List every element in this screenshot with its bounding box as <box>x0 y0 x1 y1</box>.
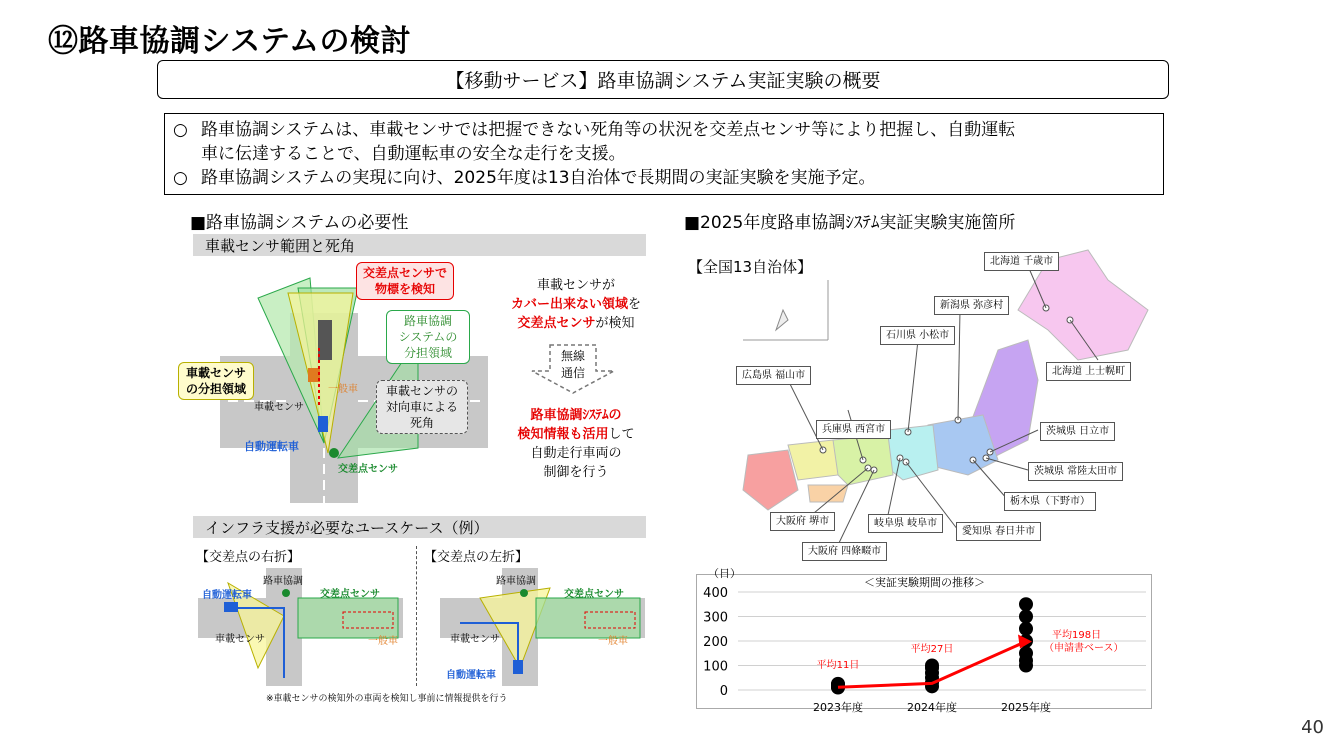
label-auto-car: 自動運転車 <box>244 440 299 453</box>
use-case-note: ※車載センサの検知外の車両を検知し事前に情報提供を行う <box>266 694 508 704</box>
left-case-general: 一般車 <box>598 636 628 647</box>
case-right-turn: 【交差点の右折】 <box>196 550 301 565</box>
right-case-onboard: 車載センサ <box>215 634 265 645</box>
page-number: 40 <box>1301 717 1324 738</box>
region-shikoku <box>808 485 848 502</box>
data-point <box>925 659 939 673</box>
callout-share-3: 分担領域 <box>403 346 452 360</box>
wireless-2: 通信 <box>560 366 585 380</box>
y-tick-label: 100 <box>703 659 728 675</box>
right-case-cross: 交差点センサ <box>320 589 380 600</box>
subtitle-text: 【移動サービス】路車協調システム実証実験の概要 <box>445 70 881 92</box>
mid-line-4: 路車協調ｼｽﾃﾑの <box>530 408 622 423</box>
callout-share-1: 路車協調 <box>403 314 452 328</box>
left-heading: ■路車協調システムの必要性 <box>190 213 409 233</box>
explain-text-bottom <box>486 406 666 482</box>
callout-blind-2: 対向車による <box>385 400 458 414</box>
y-tick-label: 200 <box>703 635 728 650</box>
data-point <box>831 677 845 691</box>
auto-car-icon <box>318 416 328 432</box>
muni-kamishihoro: 北海道 上士幌町 <box>1046 362 1131 381</box>
explain-text-top <box>486 276 666 333</box>
summary-row-2 <box>173 166 1155 190</box>
x-tick-label: 2025年度 <box>1001 701 1051 714</box>
mid-line-2: カバー出来ない領域 <box>510 297 628 312</box>
summary-line-1 <box>201 118 1015 166</box>
summary-line-1a: 路車協調システムは、車載センサでは把握できない死角等の状況を交差点センサ等により把握し、自動運転 <box>201 120 1016 140</box>
average-label: 平均11日 <box>816 660 860 671</box>
left-case-cross: 交差点センサ <box>564 589 624 600</box>
page-title: ⑫路車協調システムの検討 <box>48 24 411 59</box>
data-point <box>1019 610 1033 624</box>
case-divider <box>416 546 417 686</box>
band-use-cases: インフラ支援が必要なユースケース（例） <box>193 516 646 538</box>
chart-title: ＜実証実験期間の推移＞ <box>864 576 985 589</box>
callout-cross-1: 交差点センサで <box>362 266 447 280</box>
mid-line-3b: が検知 <box>595 316 635 331</box>
band-sensor-range: 車載センサ範囲と死角 <box>193 234 646 256</box>
summary-line-2: 路車協調システムの実現に向け、2025年度は13自治体で長期間の実証実験を実施予定。 <box>201 168 876 188</box>
muni-sakai: 大阪府 堺市 <box>770 512 835 531</box>
cross-sensor-dot <box>329 448 339 458</box>
muni-gifu: 岐阜県 岐阜市 <box>868 514 943 533</box>
summary-box <box>164 113 1164 195</box>
callout-vehicle-1: 車載センサ <box>185 366 246 380</box>
muni-chitose: 北海道 千歳市 <box>984 252 1059 271</box>
region-chugoku <box>788 440 838 480</box>
x-tick-label: 2023年度 <box>813 701 863 714</box>
callout-share-area <box>386 310 470 364</box>
average-label: 平均27日 <box>910 644 954 655</box>
mid-line-2b: を <box>628 297 642 312</box>
duration-chart <box>696 580 1156 716</box>
region-kyushu <box>743 450 798 510</box>
summary-line-1b: 車に伝達することで、自動運転車の安全な走行を支援。 <box>201 144 626 164</box>
mid-line-3: 交差点センサ <box>517 316 596 331</box>
island-okinawa <box>776 310 788 330</box>
average-label: 平均198日 <box>1052 630 1102 641</box>
left-case-auto: 自動運転車 <box>446 670 496 681</box>
mid-line-7: 制御を行う <box>543 465 609 480</box>
right-heading: ■2025年度路車協調ｼｽﾃﾑ実証実験実施箇所 <box>684 213 1016 233</box>
label-onboard-sensor: 車載センサ <box>254 402 304 413</box>
label-general-car: 一般車 <box>328 384 358 395</box>
mid-line-5b: して <box>608 427 635 442</box>
summary-row-1 <box>173 118 1155 166</box>
callout-vehicle-2: の分担領域 <box>185 382 246 396</box>
data-point <box>1019 622 1033 636</box>
case-left-turn: 【交差点の左折】 <box>424 550 529 565</box>
mid-line-1: 車載センサが <box>536 278 615 293</box>
callout-cross-2: 物標を検知 <box>374 282 435 296</box>
muni-shijonawate: 大阪府 四條畷市 <box>802 542 887 561</box>
right-case-general: 一般車 <box>368 636 398 647</box>
callout-cross-sensor <box>356 262 454 300</box>
right-case-auto: 自動運転車 <box>202 590 252 601</box>
map-caption: 【全国13自治体】 <box>688 258 813 276</box>
callout-blind-spot <box>376 380 468 434</box>
data-point <box>1019 597 1033 611</box>
left-case-onboard: 車載センサ <box>450 634 500 645</box>
oncoming-vehicle <box>318 320 332 360</box>
muni-hitachi: 茨城県 日立市 <box>1040 422 1115 441</box>
x-tick-label: 2024年度 <box>907 701 957 714</box>
bullet-mark: ○ <box>173 120 188 140</box>
callout-blind-3: 死角 <box>409 416 434 430</box>
callout-share-2: システムの <box>398 330 458 344</box>
bullet-mark: ○ <box>173 168 188 188</box>
muni-hitachiota: 茨城県 常陸太田市 <box>1028 462 1123 481</box>
subtitle-box <box>157 60 1169 99</box>
mid-line-5: 検知情報も活用 <box>517 427 609 442</box>
y-tick-label: 400 <box>703 586 728 601</box>
muni-yahiko: 新潟県 弥彦村 <box>934 296 1009 315</box>
callout-blind-1: 車載センサの <box>385 384 458 398</box>
y-tick-label: 300 <box>703 610 728 626</box>
left-case-road: 路車協調 <box>496 576 536 587</box>
chart-ylabel: （日） <box>708 567 741 580</box>
wireless-label <box>528 348 618 382</box>
average-note: （申請書ベース） <box>1044 643 1124 654</box>
muni-nishinomiya: 兵庫県 西宮市 <box>816 420 891 439</box>
data-point <box>1019 646 1033 660</box>
wireless-1: 無線 <box>560 349 585 363</box>
y-tick-label: 0 <box>719 684 728 699</box>
label-cross-sensor: 交差点センサ <box>338 464 398 475</box>
muni-fukuyama: 広島県 福山市 <box>736 366 811 385</box>
muni-komatsu: 石川県 小松市 <box>880 326 955 345</box>
callout-vehicle-sensor <box>178 362 254 400</box>
mid-line-6: 自動走行車両の <box>530 446 622 461</box>
muni-kasugai: 愛知県 春日井市 <box>956 522 1041 541</box>
right-case-road: 路車協調 <box>263 576 303 587</box>
muni-shimotsuke: 栃木県（下野市） <box>1004 492 1096 511</box>
